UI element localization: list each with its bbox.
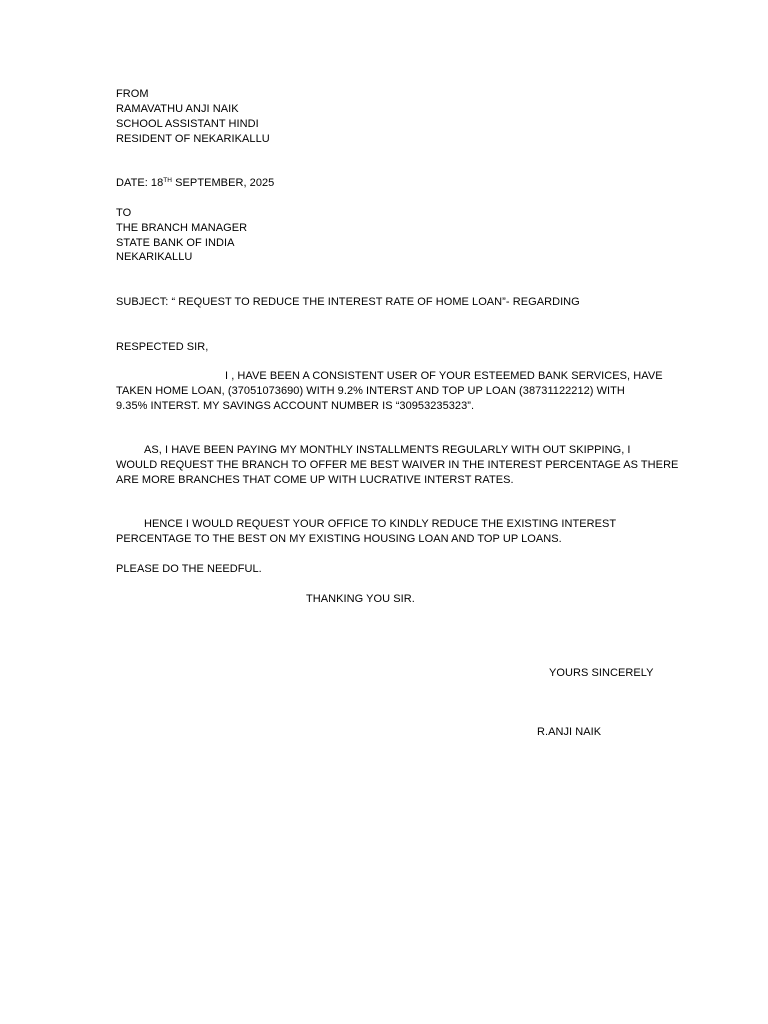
letter-subject: SUBJECT: “ REQUEST TO REDUCE THE INTEREST RATE OF HOME LOAN”- REGARDING <box>116 296 580 308</box>
date-rest: SEPTEMBER, 2025 <box>172 177 275 189</box>
sender-residence: RESIDENT OF NEKARIKALLU <box>116 133 270 145</box>
recipient-bank: STATE BANK OF INDIA <box>116 237 235 249</box>
para2-line2: WOULD REQUEST THE BRANCH TO OFFER ME BEST WAIVER IN THE INTEREST PERCENTAGE AS THERE <box>116 459 679 471</box>
thanks-line: THANKING YOU SIR. <box>306 593 415 605</box>
recipient-place: NEKARIKALLU <box>116 251 193 263</box>
para2-line1: AS, I HAVE BEEN PAYING MY MONTHLY INSTALLMENTS REGULARLY WITH OUT SKIPPING, I <box>144 444 631 456</box>
from-heading: FROM <box>116 88 149 100</box>
para3-line1: HENCE I WOULD REQUEST YOUR OFFICE TO KINDLY REDUCE THE EXISTING INTEREST <box>144 518 617 530</box>
sender-name: RAMAVATHU ANJI NAIK <box>116 103 239 115</box>
para2-line3: ARE MORE BRANCHES THAT COME UP WITH LUCRATIVE INTERST RATES. <box>116 474 514 486</box>
date-ordinal: TH <box>163 177 173 184</box>
request-line: PLEASE DO THE NEEDFUL. <box>116 563 262 575</box>
sender-designation: SCHOOL ASSISTANT HINDI <box>116 118 259 130</box>
salutation: RESPECTED SIR, <box>116 341 209 353</box>
signature-name: R.ANJI NAIK <box>537 726 602 738</box>
para1-line1: I , HAVE BEEN A CONSISTENT USER OF YOUR ESTEEMED BANK SERVICES, HAVE <box>225 370 663 382</box>
para3-line2: PERCENTAGE TO THE BEST ON MY EXISTING HOUSING LOAN AND TOP UP LOANS. <box>116 533 562 545</box>
para1-line3: 9.35% INTERST. MY SAVINGS ACCOUNT NUMBER IS “30953235323”. <box>116 400 475 412</box>
closing-line: YOURS SINCERELY <box>549 667 654 679</box>
recipient-title: THE BRANCH MANAGER <box>116 222 248 234</box>
date-prefix: DATE: 18 <box>116 177 164 189</box>
para1-line2: TAKEN HOME LOAN, (37051073690) WITH 9.2% INTERST AND TOP UP LOAN (38731122212) WITH <box>116 385 625 397</box>
letter-date <box>116 176 274 191</box>
to-heading: TO <box>116 207 132 219</box>
